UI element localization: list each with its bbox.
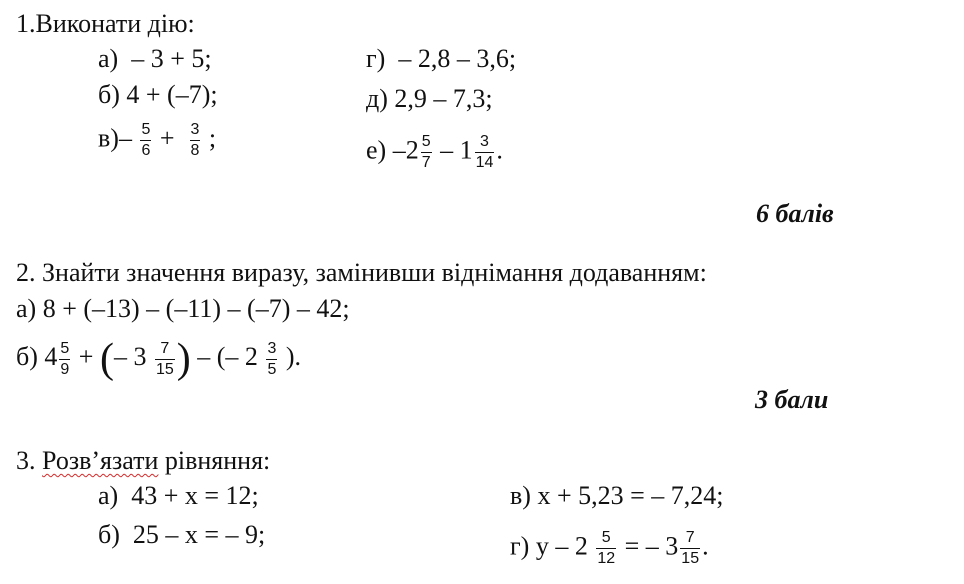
fraction bbox=[140, 122, 151, 159]
fraction bbox=[155, 341, 175, 378]
terminator: ; bbox=[208, 123, 217, 153]
terminator: . bbox=[702, 531, 709, 561]
item-expression: 2,9 – 7,3; bbox=[394, 84, 493, 113]
task3-title bbox=[16, 448, 270, 474]
numerator: 3 bbox=[266, 341, 277, 360]
whole-part: –2 bbox=[392, 135, 419, 165]
task1-item-d bbox=[366, 86, 493, 112]
numerator: 3 bbox=[190, 122, 201, 141]
task1-points: 6 балів bbox=[756, 199, 834, 228]
item-label: г) bbox=[510, 531, 530, 561]
item-label: д) bbox=[366, 84, 388, 113]
item-label: б) bbox=[16, 341, 38, 371]
task1-title: 1.Виконати дію: bbox=[16, 9, 195, 38]
equals-part: = – 3 bbox=[624, 531, 679, 561]
whole-part: 4 bbox=[44, 341, 58, 371]
denominator: 6 bbox=[141, 142, 151, 159]
fraction bbox=[475, 134, 495, 171]
spellcheck-word: Розв’язати bbox=[42, 446, 159, 475]
denominator: 7 bbox=[421, 154, 431, 171]
fraction bbox=[59, 341, 70, 378]
plus-sign: + bbox=[78, 341, 94, 371]
numerator: 3 bbox=[475, 134, 495, 153]
task-number: 3. bbox=[16, 446, 36, 475]
task3-item-b bbox=[98, 522, 265, 548]
denominator: 15 bbox=[681, 550, 700, 567]
denominator: 15 bbox=[155, 360, 174, 378]
open-paren: ( bbox=[99, 336, 114, 382]
numerator: 5 bbox=[140, 122, 151, 141]
minus-sign: – bbox=[118, 123, 132, 153]
denominator: 8 bbox=[190, 142, 200, 159]
item-label: в) bbox=[98, 123, 119, 153]
fraction bbox=[596, 530, 616, 567]
minus-whole: – 3 bbox=[113, 341, 147, 371]
minus-paren: – (– 2 bbox=[197, 341, 258, 371]
item-label: в) bbox=[510, 481, 531, 510]
task1-item-b bbox=[98, 82, 218, 108]
numerator: 5 bbox=[421, 134, 432, 153]
fraction bbox=[266, 341, 277, 378]
minus-whole: – 1 bbox=[440, 135, 473, 165]
numerator: 7 bbox=[155, 341, 175, 360]
title-rest: рівняння: bbox=[164, 446, 271, 475]
item-expression: x + 5,23 = – 7,24; bbox=[537, 481, 724, 510]
task2-points: 3 бали bbox=[755, 385, 829, 414]
fraction bbox=[680, 530, 700, 567]
terminator: . bbox=[496, 135, 503, 165]
task2-item-a bbox=[16, 296, 350, 322]
denominator: 9 bbox=[60, 360, 70, 378]
item-expression: 25 – x = – 9; bbox=[132, 520, 266, 549]
item-label: б) bbox=[98, 520, 120, 549]
fraction bbox=[421, 134, 432, 171]
numerator: 5 bbox=[596, 530, 616, 549]
item-label: г) bbox=[366, 44, 386, 73]
item-label: б) bbox=[98, 80, 120, 109]
task2-title: 2. Знайти значення виразу, замінивши віднімання додаванням: bbox=[16, 258, 707, 287]
close-paren: ) bbox=[176, 336, 191, 382]
task1-item-e bbox=[366, 134, 503, 171]
denominator: 14 bbox=[475, 154, 494, 171]
item-label: а) bbox=[98, 44, 119, 73]
item-expression: 43 + x = 12; bbox=[131, 481, 259, 510]
terminator: ). bbox=[285, 341, 302, 371]
task3-item-v bbox=[510, 483, 724, 509]
denominator: 12 bbox=[597, 550, 616, 567]
task1-item-a bbox=[98, 46, 212, 72]
denominator: 5 bbox=[267, 360, 277, 378]
expression-start: у – 2 bbox=[535, 531, 588, 561]
item-label: а) bbox=[98, 481, 119, 510]
task3-item-a bbox=[98, 483, 259, 509]
task1-item-g bbox=[366, 46, 516, 72]
item-label: а) bbox=[16, 294, 37, 323]
task3-item-g bbox=[510, 530, 709, 567]
plus-sign: + bbox=[159, 123, 175, 153]
numerator: 5 bbox=[59, 341, 70, 360]
fraction bbox=[190, 122, 201, 159]
item-label: е) bbox=[366, 135, 387, 165]
item-expression: – 2,8 – 3,6; bbox=[398, 44, 517, 73]
numerator: 7 bbox=[680, 530, 700, 549]
task2-item-b bbox=[16, 338, 301, 380]
item-expression: 4 + (–7); bbox=[126, 80, 218, 109]
item-expression: 8 + (–13) – (–11) – (–7) – 42; bbox=[42, 294, 350, 323]
item-expression: – 3 + 5; bbox=[131, 44, 212, 73]
task1-item-v bbox=[98, 122, 216, 159]
